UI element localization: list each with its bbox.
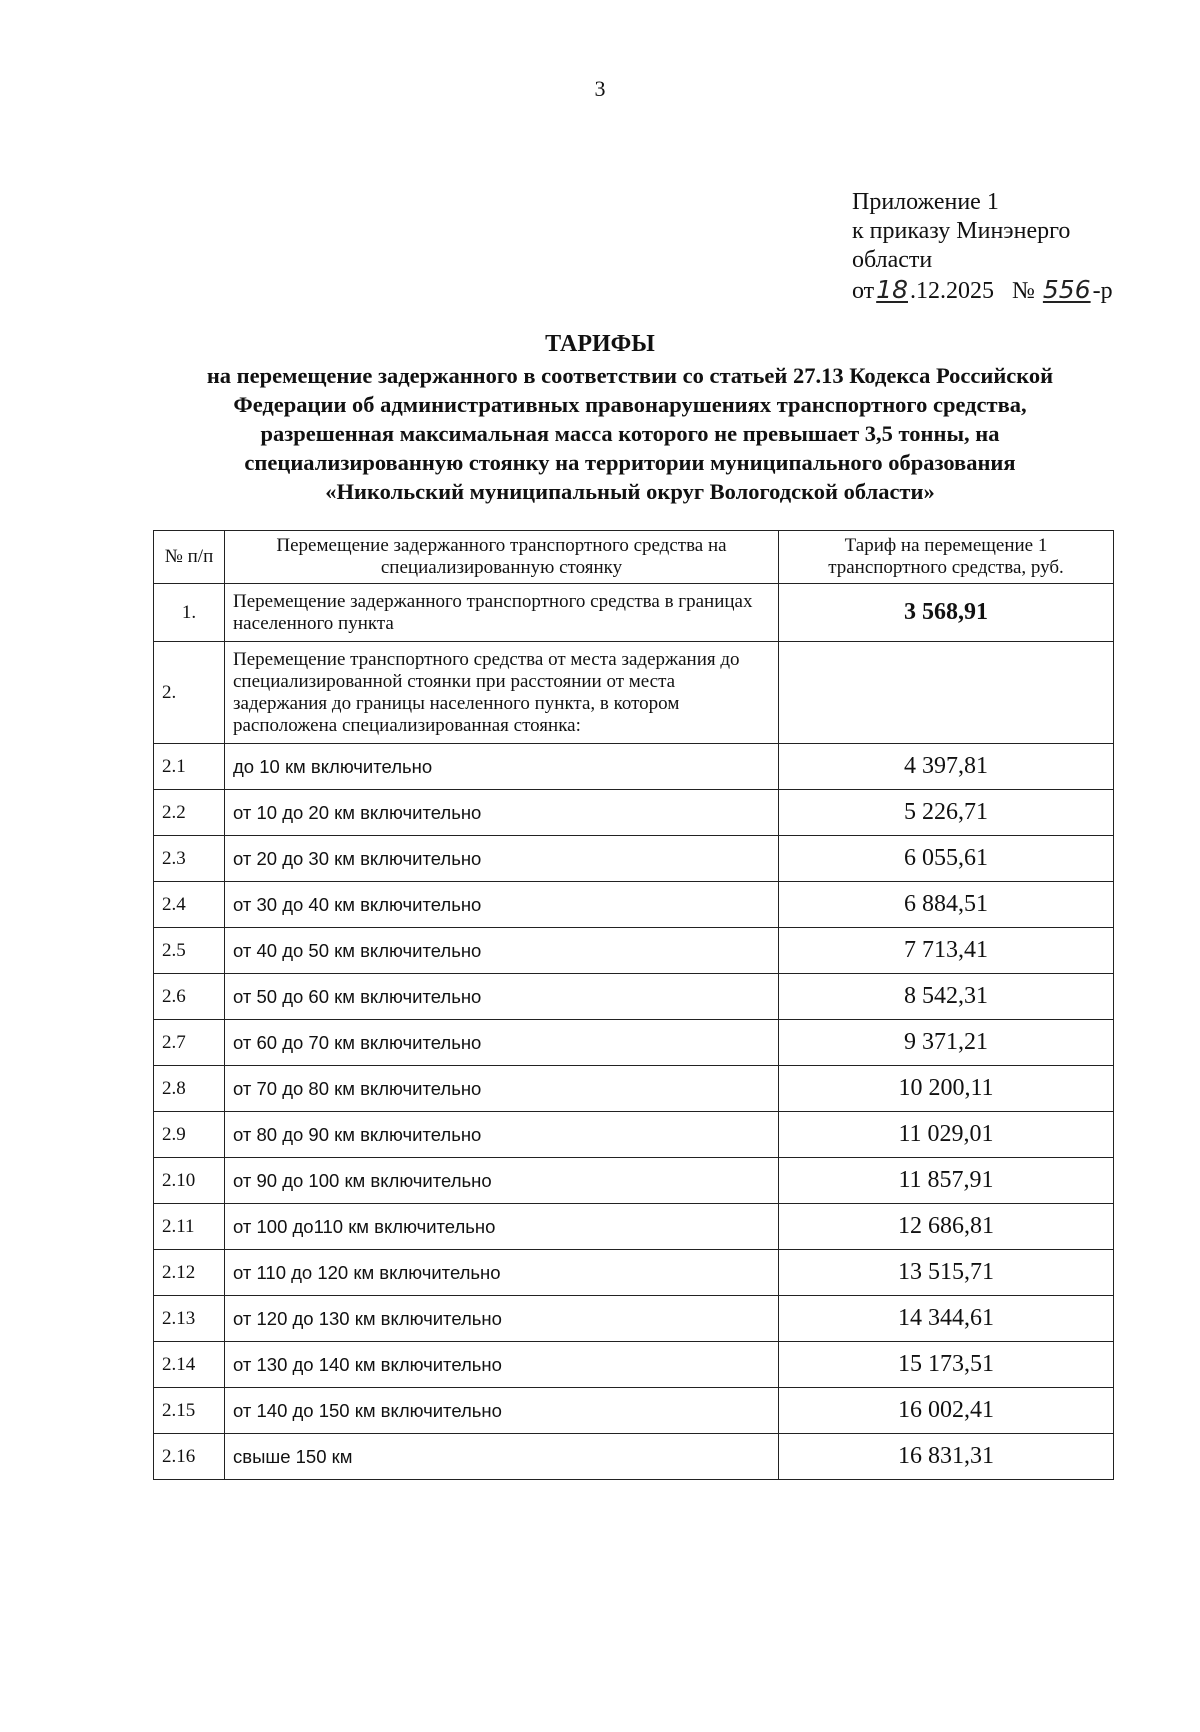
row-number: 2.10 bbox=[154, 1158, 225, 1204]
row-number: 2.8 bbox=[154, 1066, 225, 1112]
table-row bbox=[154, 1112, 1114, 1158]
row-description: Перемещение транспортного средства от места задержания до специализированной стоянки при расстоянии от места задержания до границы населенного пункта, в котором расположена специализированная стоянка: bbox=[225, 642, 779, 744]
row-description: свыше 150 км bbox=[225, 1434, 779, 1480]
table-row bbox=[154, 882, 1114, 928]
handwritten-number: 556 bbox=[1042, 275, 1091, 304]
document-subtitle bbox=[150, 361, 1110, 506]
row-value: 9 371,21 bbox=[779, 1020, 1114, 1066]
row-number: 2.3 bbox=[154, 836, 225, 882]
row-description: от 60 до 70 км включительно bbox=[225, 1020, 779, 1066]
subtitle-line: специализированную стоянку на территории муниципального образования bbox=[244, 450, 1016, 475]
row-number: 2.4 bbox=[154, 882, 225, 928]
row-value: 6 055,61 bbox=[779, 836, 1114, 882]
header-description: Перемещение задержанного транспортного средства на специализированную стоянку bbox=[225, 531, 779, 584]
row-number: 2.14 bbox=[154, 1342, 225, 1388]
row-description: от 80 до 90 км включительно bbox=[225, 1112, 779, 1158]
row-value: 15 173,51 bbox=[779, 1342, 1114, 1388]
row-number: 1. bbox=[154, 584, 225, 642]
row-number: 2.16 bbox=[154, 1434, 225, 1480]
row-description: от 50 до 60 км включительно bbox=[225, 974, 779, 1020]
row-value: 11 857,91 bbox=[779, 1158, 1114, 1204]
appendix-line: к приказу Минэнерго bbox=[852, 218, 1071, 244]
row-value bbox=[779, 642, 1114, 744]
table-row bbox=[154, 1434, 1114, 1480]
appendix-line: Приложение 1 bbox=[852, 189, 999, 215]
row-value: 5 226,71 bbox=[779, 790, 1114, 836]
table-row bbox=[154, 974, 1114, 1020]
table-row bbox=[154, 744, 1114, 790]
date-rest: .12.2025 bbox=[909, 278, 994, 304]
row-description: от 100 до110 км включительно bbox=[225, 1204, 779, 1250]
table-row bbox=[154, 1020, 1114, 1066]
number-label: № bbox=[1011, 278, 1035, 304]
header-number: № п/п bbox=[154, 531, 225, 584]
row-description: Перемещение задержанного транспортного средства в границах населенного пункта bbox=[225, 584, 779, 642]
row-number: 2.1 bbox=[154, 744, 225, 790]
appendix-line: области bbox=[852, 247, 933, 273]
table-row bbox=[154, 836, 1114, 882]
row-number: 2.15 bbox=[154, 1388, 225, 1434]
table-row bbox=[154, 928, 1114, 974]
handwritten-day: 18 bbox=[876, 275, 908, 304]
row-description: от 10 до 20 км включительно bbox=[225, 790, 779, 836]
row-number: 2.13 bbox=[154, 1296, 225, 1342]
table-row bbox=[154, 584, 1114, 642]
row-description: от 70 до 80 км включительно bbox=[225, 1066, 779, 1112]
row-description: до 10 км включительно bbox=[225, 744, 779, 790]
row-number: 2.12 bbox=[154, 1250, 225, 1296]
table-row bbox=[154, 790, 1114, 836]
subtitle-line: Федерации об административных правонарушениях транспортного средства, bbox=[233, 392, 1027, 417]
tariffs-table bbox=[153, 530, 1114, 1480]
row-value: 4 397,81 bbox=[779, 744, 1114, 790]
appendix-date-line bbox=[852, 275, 1113, 306]
row-number: 2.7 bbox=[154, 1020, 225, 1066]
table-row bbox=[154, 642, 1114, 744]
row-value: 8 542,31 bbox=[779, 974, 1114, 1020]
row-description: от 40 до 50 км включительно bbox=[225, 928, 779, 974]
table-row bbox=[154, 1250, 1114, 1296]
table-row bbox=[154, 1342, 1114, 1388]
row-description: от 120 до 130 км включительно bbox=[225, 1296, 779, 1342]
table-row bbox=[154, 1158, 1114, 1204]
row-value: 13 515,71 bbox=[779, 1250, 1114, 1296]
table-row bbox=[154, 1066, 1114, 1112]
subtitle-line: разрешенная максимальная масса которого не превышает 3,5 тонны, на bbox=[260, 421, 1000, 446]
row-value: 14 344,61 bbox=[779, 1296, 1114, 1342]
row-number: 2.6 bbox=[154, 974, 225, 1020]
row-description: от 130 до 140 км включительно bbox=[225, 1342, 779, 1388]
document-title: ТАРИФЫ bbox=[545, 331, 655, 357]
row-description: от 140 до 150 км включительно bbox=[225, 1388, 779, 1434]
date-prefix: от bbox=[852, 278, 875, 304]
row-value: 11 029,01 bbox=[779, 1112, 1114, 1158]
page-number: 3 bbox=[594, 76, 606, 101]
subtitle-line: на перемещение задержанного в соответствии со статьей 27.13 Кодекса Российской bbox=[206, 363, 1054, 388]
row-number: 2.5 bbox=[154, 928, 225, 974]
row-number: 2.11 bbox=[154, 1204, 225, 1250]
row-description: от 30 до 40 км включительно bbox=[225, 882, 779, 928]
row-description: от 110 до 120 км включительно bbox=[225, 1250, 779, 1296]
number-suffix: -р bbox=[1092, 278, 1113, 304]
row-description: от 20 до 30 км включительно bbox=[225, 836, 779, 882]
row-value: 6 884,51 bbox=[779, 882, 1114, 928]
table-row bbox=[154, 1296, 1114, 1342]
row-number: 2.2 bbox=[154, 790, 225, 836]
row-value: 7 713,41 bbox=[779, 928, 1114, 974]
row-number: 2. bbox=[154, 642, 225, 744]
row-value: 16 002,41 bbox=[779, 1388, 1114, 1434]
row-value: 16 831,31 bbox=[779, 1434, 1114, 1480]
row-value: 3 568,91 bbox=[779, 584, 1114, 642]
table-header-row bbox=[154, 531, 1114, 584]
row-value: 10 200,11 bbox=[779, 1066, 1114, 1112]
table-row bbox=[154, 1204, 1114, 1250]
row-description: от 90 до 100 км включительно bbox=[225, 1158, 779, 1204]
table-row bbox=[154, 1388, 1114, 1434]
appendix-block bbox=[852, 188, 1113, 306]
header-tariff: Тариф на перемещение 1 транспортного средства, руб. bbox=[779, 531, 1114, 584]
subtitle-line: «Никольский муниципальный округ Вологодской области» bbox=[325, 479, 935, 504]
row-value: 12 686,81 bbox=[779, 1204, 1114, 1250]
row-number: 2.9 bbox=[154, 1112, 225, 1158]
